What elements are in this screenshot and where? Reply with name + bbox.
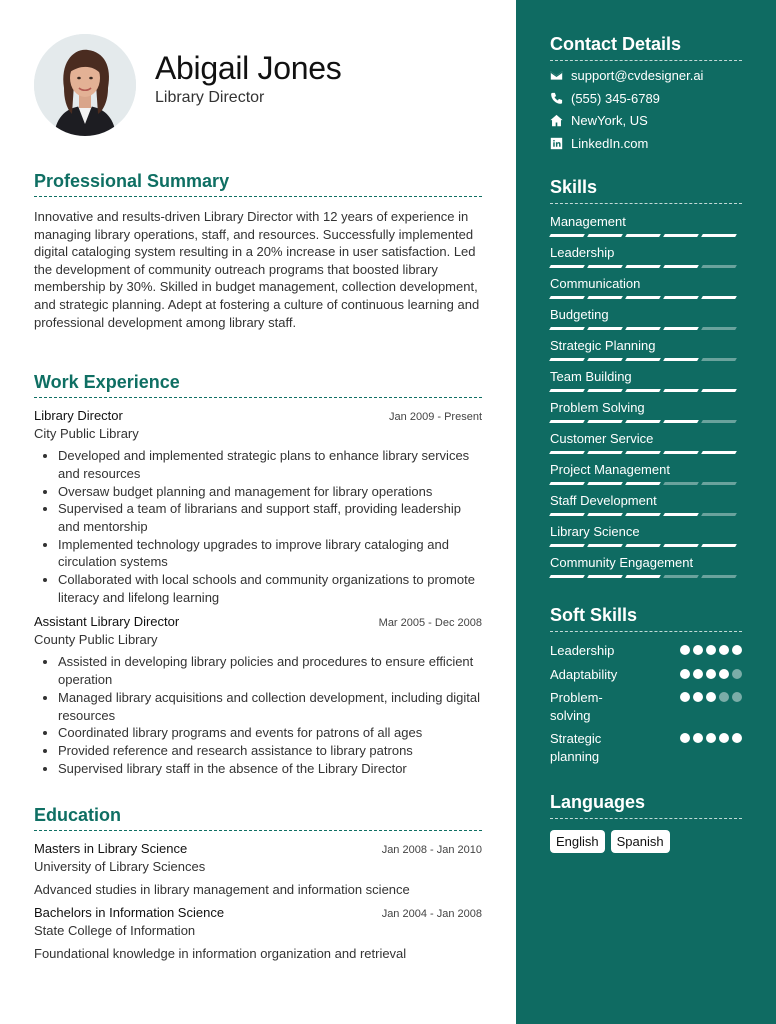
- contact-details-section: [550, 34, 742, 151]
- section-title: Contact Details: [550, 34, 742, 61]
- skill-level-bar: [550, 389, 742, 392]
- skill-level-segment: [701, 234, 737, 237]
- rating-dot: [693, 669, 703, 679]
- skill-level-bar: [550, 420, 742, 423]
- skill-name: Problem Solving: [550, 400, 645, 415]
- skill-item: [550, 431, 742, 454]
- skill-level-segment: [701, 420, 737, 423]
- education-entry: [34, 905, 482, 961]
- skill-level-bar: [550, 296, 742, 299]
- education-section: [34, 805, 482, 961]
- skill-level-segment: [625, 296, 661, 299]
- rating-dot: [693, 645, 703, 655]
- skill-level-segment: [549, 358, 585, 361]
- job-bullets: [34, 447, 482, 606]
- soft-skills-list: [550, 642, 742, 765]
- rating-dot: [680, 692, 690, 702]
- skill-level-segment: [625, 544, 661, 547]
- soft-skill-rating: [680, 645, 742, 655]
- rating-dot: [706, 669, 716, 679]
- skill-level-segment: [625, 451, 661, 454]
- skill-name: Budgeting: [550, 307, 609, 322]
- soft-skill-item: [550, 666, 742, 684]
- soft-skill-item: [550, 642, 742, 660]
- skill-level-segment: [663, 358, 699, 361]
- languages-list: [550, 830, 742, 853]
- soft-skill-name: Problem-solving: [550, 690, 603, 723]
- rating-dot: [706, 645, 716, 655]
- school-name: University of Library Sciences: [34, 859, 206, 875]
- contact-location: [550, 113, 742, 129]
- section-title: Soft Skills: [550, 605, 742, 632]
- skill-level-segment: [549, 451, 585, 454]
- skill-name: Communication: [550, 276, 641, 291]
- job-entry: [34, 614, 482, 777]
- rating-dot: [719, 692, 729, 702]
- rating-dot: [732, 645, 742, 655]
- skill-name: Strategic Planning: [550, 338, 656, 353]
- skill-level-segment: [701, 575, 737, 578]
- skill-level-segment: [587, 327, 623, 330]
- job-entry: [34, 408, 482, 606]
- skill-item: [550, 245, 742, 268]
- skill-level-bar: [550, 575, 742, 578]
- skill-name: Team Building: [550, 369, 632, 384]
- soft-skill-rating: [680, 669, 742, 679]
- rating-dot: [732, 692, 742, 702]
- skill-level-segment: [587, 389, 623, 392]
- skill-level-segment: [663, 265, 699, 268]
- skill-level-segment: [625, 513, 661, 516]
- skill-item: [550, 400, 742, 423]
- skill-level-segment: [701, 265, 737, 268]
- rating-dot: [680, 669, 690, 679]
- job-title: Library Director: [34, 408, 123, 424]
- skill-item: [550, 276, 742, 299]
- skill-level-segment: [587, 544, 623, 547]
- skill-name: Customer Service: [550, 431, 654, 446]
- skill-level-segment: [625, 575, 661, 578]
- skill-level-segment: [549, 513, 585, 516]
- skill-level-segment: [587, 296, 623, 299]
- skill-level-segment: [663, 513, 699, 516]
- skill-level-segment: [663, 327, 699, 330]
- skill-level-segment: [549, 296, 585, 299]
- bullet-item: • Developed and implemented strategic plans to enhance library services and resources: [58, 447, 482, 482]
- skill-level-bar: [550, 234, 742, 237]
- rating-dot: [693, 733, 703, 743]
- professional-summary-section: [34, 171, 482, 331]
- bullet-item: • Collaborated with local schools and community organizations to promote literacy and lifelong learning: [58, 571, 482, 606]
- skill-level-segment: [625, 234, 661, 237]
- rating-dot: [706, 733, 716, 743]
- skill-level-segment: [701, 482, 737, 485]
- skill-name: Management: [550, 214, 626, 229]
- skill-level-segment: [701, 327, 737, 330]
- soft-skill-name: Leadership: [550, 643, 615, 658]
- skill-item: [550, 524, 742, 547]
- skill-level-segment: [587, 234, 623, 237]
- skill-level-segment: [701, 296, 737, 299]
- phone-icon: [550, 92, 571, 105]
- soft-skill-name: Strategic planning: [550, 731, 602, 764]
- skill-level-segment: [587, 265, 623, 268]
- skill-level-segment: [701, 451, 737, 454]
- candidate-role: Library Director: [155, 89, 265, 106]
- bullet-item: • Supervised a team of librarians and support staff, providing leadership and mentorship: [58, 500, 482, 535]
- profile-photo: [34, 34, 136, 136]
- linkedin-icon: [550, 137, 571, 150]
- skill-level-segment: [625, 482, 661, 485]
- degree-title: Masters in Library Science: [34, 841, 188, 857]
- soft-skill-item: [550, 689, 742, 724]
- languages-section: [550, 792, 742, 853]
- rating-dot: [680, 733, 690, 743]
- work-experience-section: [34, 372, 482, 777]
- contact-email-text: support@cvdesigner.ai: [571, 68, 704, 84]
- degree-title: Bachelors in Information Science: [34, 905, 225, 921]
- contact-email[interactable]: [550, 68, 742, 84]
- sidebar: [516, 0, 776, 1024]
- skills-list: [550, 214, 742, 578]
- soft-skill-rating: [680, 733, 742, 743]
- job-organization: City Public Library: [34, 426, 139, 442]
- section-title: Work Experience: [34, 372, 482, 398]
- bullet-item: • Supervised library staff in the absence of the Library Director: [58, 760, 482, 778]
- skill-item: [550, 369, 742, 392]
- rating-dot: [719, 733, 729, 743]
- skill-item: [550, 493, 742, 516]
- contact-location-text: NewYork, US: [571, 113, 648, 129]
- contact-linkedin[interactable]: [550, 136, 742, 152]
- skill-level-segment: [663, 420, 699, 423]
- skill-name: Staff Development: [550, 493, 657, 508]
- skill-level-segment: [587, 513, 623, 516]
- skill-level-segment: [701, 358, 737, 361]
- skill-item: [550, 307, 742, 330]
- degree-date: Jan 2008 - Jan 2010: [381, 844, 482, 857]
- rating-dot: [732, 733, 742, 743]
- skill-level-segment: [587, 358, 623, 361]
- section-title: Education: [34, 805, 482, 831]
- contact-linkedin-text: LinkedIn.com: [571, 135, 649, 151]
- skill-level-segment: [549, 544, 585, 547]
- skill-level-bar: [550, 544, 742, 547]
- rating-dot: [732, 669, 742, 679]
- skills-section: [550, 177, 742, 578]
- skill-level-segment: [587, 420, 623, 423]
- skill-level-bar: [550, 265, 742, 268]
- skill-item: [550, 555, 742, 578]
- skill-item: [550, 214, 742, 237]
- skill-level-segment: [549, 234, 585, 237]
- bullet-item: • Managed library acquisitions and collection development, including digital resources: [58, 689, 482, 724]
- skill-name: Library Science: [550, 524, 640, 539]
- portrait-illustration: [34, 34, 136, 136]
- skill-item: [550, 338, 742, 361]
- skill-name: Community Engagement: [550, 555, 694, 570]
- degree-date: Jan 2004 - Jan 2008: [381, 908, 482, 921]
- resume-header: [34, 0, 482, 140]
- education-entry: [34, 841, 482, 897]
- skill-item: [550, 462, 742, 485]
- job-title: Assistant Library Director: [34, 614, 180, 630]
- bullet-item: • Oversaw budget planning and management for library operations: [58, 483, 482, 501]
- summary-text: Innovative and results-driven Library Director with 12 years of experience in managing library operations, staff, and resources. Successfully implemented digital cataloging system resulting in a 20% increase in user satisfaction. Led the development of community outreach programs that boosted library membership by 30%. Skilled in budget management, collection development, and strategic planning. Adept at fostering a culture of continuous learning and professional development among library staff.: [34, 209, 480, 330]
- home-icon: [550, 114, 571, 127]
- skill-level-segment: [663, 296, 699, 299]
- rating-dot: [719, 669, 729, 679]
- bullet-item: • Coordinated library programs and events for patrons of all ages: [58, 724, 482, 742]
- job-organization: County Public Library: [34, 632, 158, 648]
- section-title: Professional Summary: [34, 171, 482, 197]
- skill-level-segment: [587, 575, 623, 578]
- rating-dot: [693, 692, 703, 702]
- skill-level-segment: [701, 389, 737, 392]
- rating-dot: [680, 645, 690, 655]
- skill-level-segment: [663, 389, 699, 392]
- contact-phone-text: (555) 345-6789: [571, 90, 660, 106]
- soft-skill-name: Adaptability: [550, 666, 618, 682]
- bullet-item: • Assisted in developing library policies and procedures to ensure efficient operation: [58, 653, 482, 688]
- skill-level-segment: [663, 544, 699, 547]
- school-name: State College of Information: [34, 923, 196, 939]
- skill-level-bar: [550, 482, 742, 485]
- soft-skills-section: [550, 605, 742, 765]
- skill-level-segment: [549, 482, 585, 485]
- soft-skill-item: [550, 730, 742, 765]
- bullet-item: • Implemented technology upgrades to improve library cataloging and circulation systems: [58, 536, 482, 571]
- bullet-item: • Provided reference and research assistance to library patrons: [58, 742, 482, 760]
- skill-level-segment: [549, 420, 585, 423]
- skill-name: Project Management: [550, 462, 670, 477]
- rating-dot: [706, 692, 716, 702]
- skill-level-segment: [663, 482, 699, 485]
- skill-level-segment: [625, 389, 661, 392]
- skill-level-segment: [625, 327, 661, 330]
- rating-dot: [719, 645, 729, 655]
- skill-level-segment: [701, 544, 737, 547]
- skill-level-segment: [549, 389, 585, 392]
- candidate-name: Abigail Jones: [155, 50, 342, 86]
- job-date: Mar 2005 - Dec 2008: [378, 617, 482, 630]
- skill-level-segment: [587, 482, 623, 485]
- contact-phone[interactable]: [550, 91, 742, 107]
- degree-description: Foundational knowledge in information organization and retrieval: [34, 946, 407, 962]
- skill-level-segment: [549, 327, 585, 330]
- skill-level-segment: [549, 265, 585, 268]
- skill-level-bar: [550, 451, 742, 454]
- skill-name: Leadership: [550, 245, 615, 260]
- skill-level-segment: [549, 575, 585, 578]
- language-badge: Spanish: [611, 830, 670, 853]
- skill-level-segment: [663, 451, 699, 454]
- section-title: Languages: [550, 792, 742, 819]
- skill-level-segment: [663, 575, 699, 578]
- section-title: Skills: [550, 177, 742, 204]
- skill-level-segment: [663, 234, 699, 237]
- job-bullets: [34, 653, 482, 777]
- skill-level-segment: [701, 513, 737, 516]
- skill-level-bar: [550, 327, 742, 330]
- skill-level-segment: [625, 265, 661, 268]
- soft-skill-rating: [680, 692, 742, 702]
- degree-description: Advanced studies in library management and information science: [34, 882, 410, 898]
- skill-level-segment: [625, 358, 661, 361]
- job-date: Jan 2009 - Present: [389, 411, 482, 424]
- language-badge: English: [550, 830, 605, 853]
- skill-level-segment: [625, 420, 661, 423]
- skill-level-bar: [550, 358, 742, 361]
- envelope-icon: [550, 69, 571, 82]
- skill-level-segment: [587, 451, 623, 454]
- skill-level-bar: [550, 513, 742, 516]
